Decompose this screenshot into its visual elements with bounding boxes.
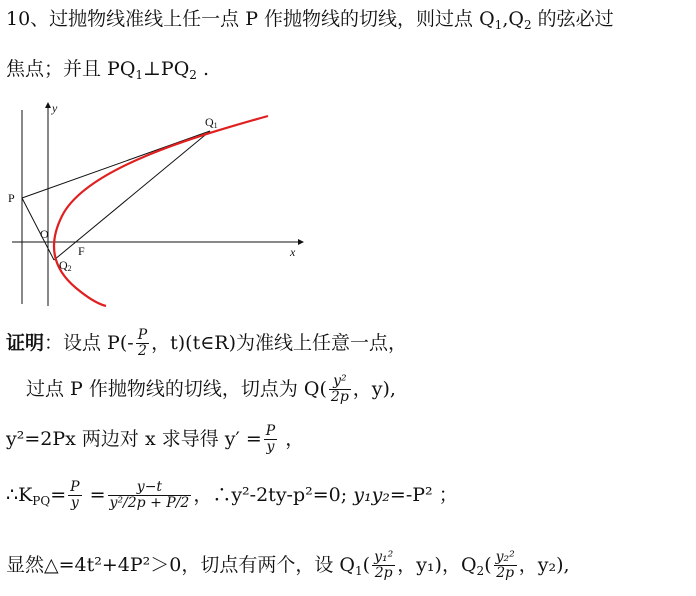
proof-line4-a: ∴K: [6, 483, 33, 506]
q2-subscript: 2: [523, 18, 532, 32]
proof-line5-b: ，y₁)，Q: [397, 553, 477, 576]
statement-line2-a: 焦点；并且 PQ: [6, 58, 136, 80]
proof-line-2: [26, 374, 396, 406]
pq2-subscript: 2: [189, 68, 197, 82]
fraction-p-over-y: $\frac{P}{y}$: [265, 423, 276, 456]
proof-line2-a: 过点 P 作抛物线的切线，切点为 Q(: [26, 377, 327, 400]
q1-subscript: 1: [494, 18, 503, 32]
statement-line2-end: .: [196, 58, 210, 80]
proof-line-3: [6, 424, 304, 456]
statement-line-1: [6, 8, 614, 32]
tangent-pq2: [22, 198, 54, 260]
fraction-slope: $\frac{y-t}{\text{y²/2p + P/2}}$: [109, 479, 190, 512]
q2-subscript-proof: 2: [476, 563, 485, 578]
label-p: P: [8, 191, 15, 205]
fraction-y2sq-over-2p: $\frac{\text{y₂²}}{2p}$: [495, 549, 515, 582]
proof-line1-b: ，t)(t∈R)为准线上任意一点，: [151, 331, 407, 354]
proof-line-5: 显然△=4t²+4P²＞0，切点有两个，设 $Q_1$( $\frac{\text{y₁²}}{2p}$ ，y₁)，$Q_2$( $\frac{\text{y₂²}}{2p}$ ，y₂),: [6, 549, 570, 582]
proof-line1-a: ：设点 P(-: [44, 331, 134, 354]
proof-line2-b: ，y),: [352, 377, 396, 400]
fraction-p-over-y-2: $\frac{P}{y}$: [70, 479, 80, 512]
pq1-subscript: 1: [135, 68, 144, 82]
statement-comma-q: ,Q: [502, 8, 524, 30]
proof-line4-b: =: [50, 483, 67, 506]
proof-line4-f: =-P² ；: [389, 483, 458, 506]
fraction-y2-over-2p: $\frac{\text{y²}}{2p}$: [330, 373, 349, 406]
kpq-subscript: PQ: [32, 493, 51, 508]
label-y: y: [52, 101, 58, 115]
proof-line4-c: =: [83, 483, 106, 506]
parabola-curve: [54, 116, 268, 306]
label-q1: Q1: [205, 115, 218, 130]
proof-line4-d: ，∴y²-2ty-p²=0;: [193, 483, 354, 506]
proof-line3-a: y²=2Px 两边对 x 求导得 y′ =: [6, 427, 262, 450]
statement-text-b: 的弦必过: [531, 8, 614, 30]
proof-line4-e: y₁y₂: [353, 483, 390, 506]
parabola-figure: [6, 98, 306, 310]
statement-line-2: [6, 58, 209, 82]
proof-line5-a: 显然△=4t²+4P²＞0，切点有两个，设 Q: [6, 553, 355, 576]
label-o: O: [40, 227, 49, 241]
fraction-p-over-2: $\frac{P}{2}$: [137, 327, 148, 360]
fraction-y1sq-over-2p: $\frac{\text{y₁²}}{2p}$: [374, 549, 394, 582]
tangent-pq1: [22, 131, 210, 198]
q1-subscript-proof: 1: [355, 563, 363, 578]
proof-label: 证明: [6, 331, 45, 354]
label-f: F: [78, 244, 85, 258]
label-x: x: [290, 245, 296, 259]
proof-line-1: [6, 328, 407, 360]
label-q2: Q2: [59, 258, 72, 273]
proof-line3-b: ，: [279, 427, 305, 450]
y-axis-arrow: [45, 102, 51, 108]
perp-symbol: ⊥PQ: [143, 58, 190, 80]
x-axis-arrow: [298, 239, 304, 245]
proof-line-4: [6, 480, 458, 512]
proof-line5-c: ，y₂),: [518, 553, 570, 576]
statement-text-a: 10、过抛物线准线上任一点 P 作抛物线的切线，则过点 Q: [6, 8, 495, 30]
